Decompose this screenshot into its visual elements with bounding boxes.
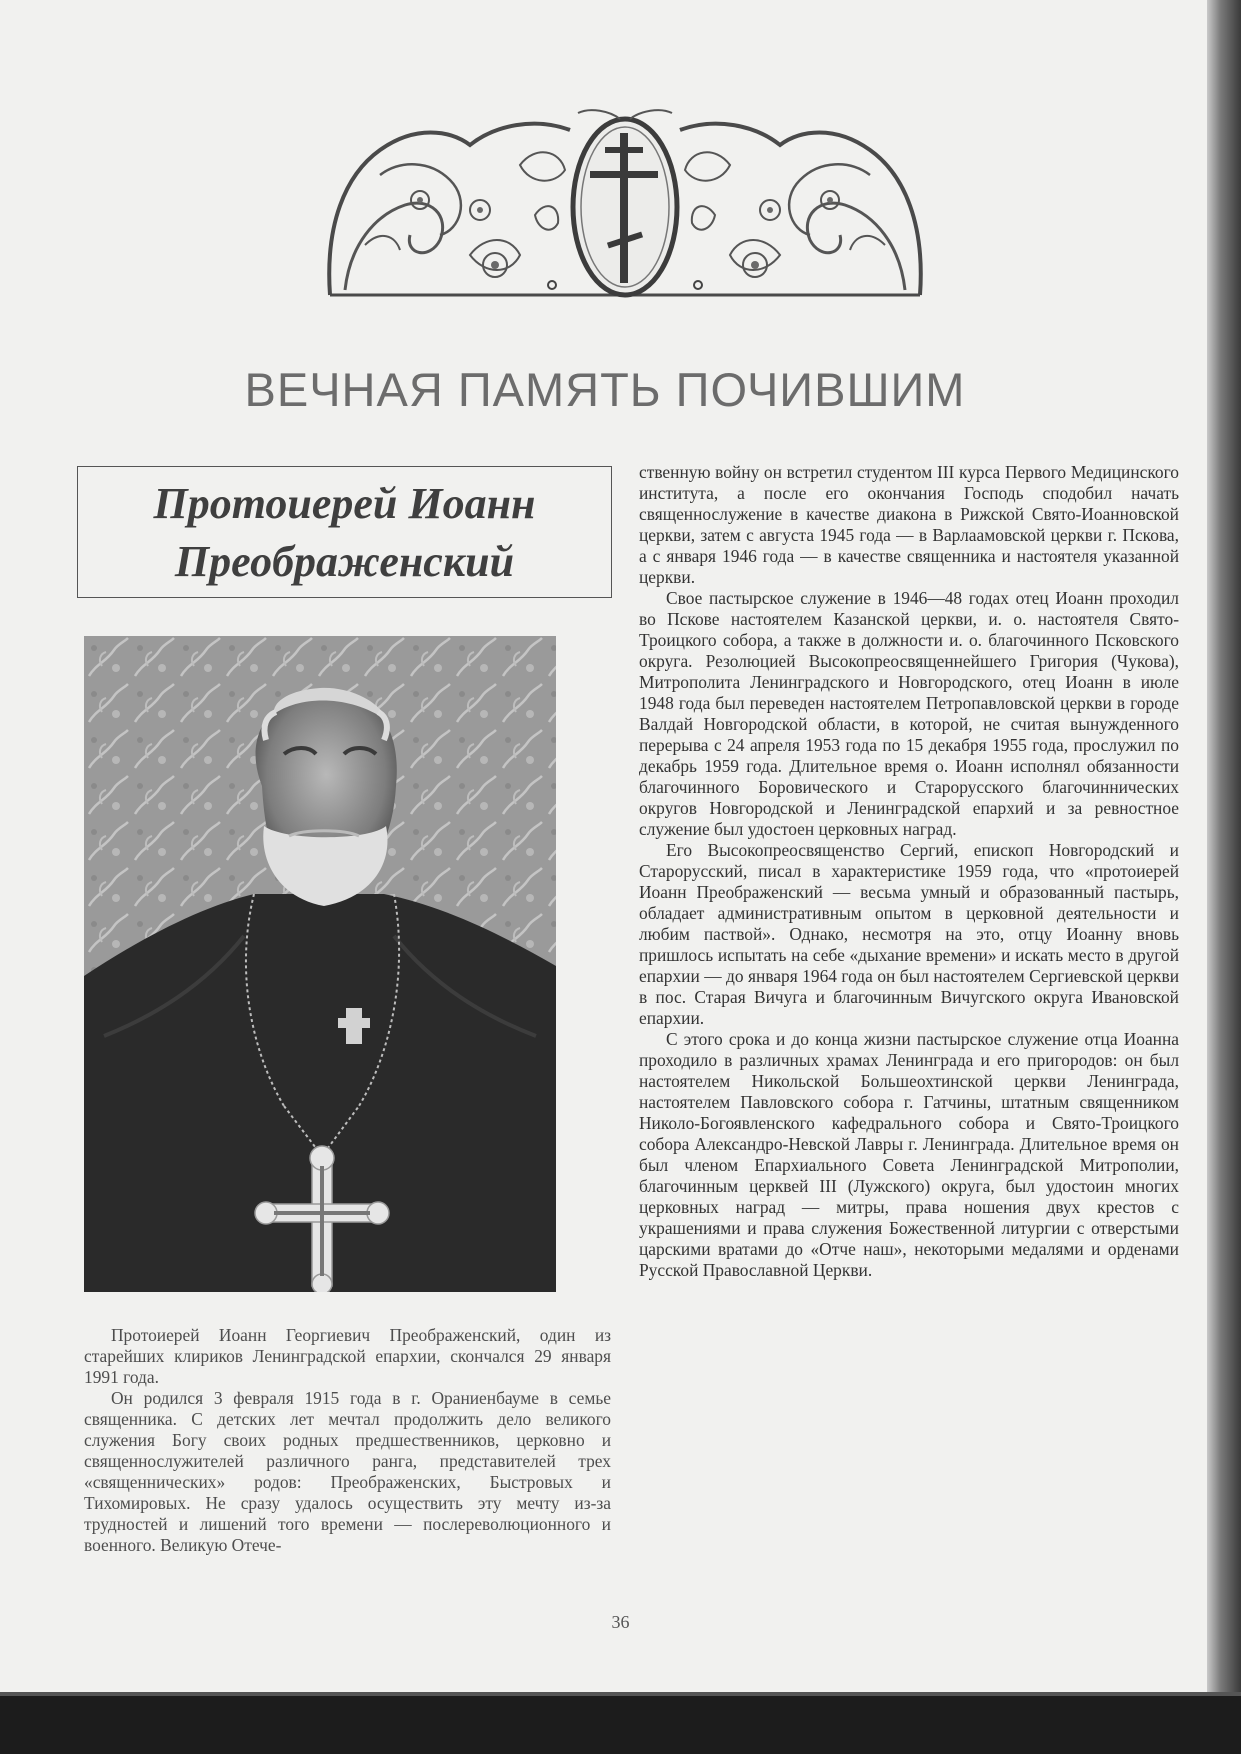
article-title-line2: Преображенский: [174, 537, 515, 586]
article-left-column: [84, 1325, 611, 1556]
article-right-column: [639, 462, 1179, 1281]
priest-portrait-icon: [84, 636, 556, 1292]
page-edge-shadow: [1207, 0, 1241, 1754]
article-paragraph: ственную войну он встретил студентом III курса Первого Медицинского института, а после его окончания Господь сподобил начать священнослужение в качестве диакона в Рижской Свято-Иоанновской церкви, затем с августа 1945 года — в Варлаамовской церкви г. Пскова, а с января 1946 года — в качестве священника и настоятеля указанной церкви.: [639, 462, 1179, 587]
article-title-box: [77, 466, 612, 598]
article-paragraph: Свое пастырское служение в 1946—48 годах отец Иоанн проходил во Пскове настоятелем Казанской церкви, и. о. настоятеля Свято-Троицкого собора, а также в должности и. о. благочинного Псковского округа. Резолюцией Высокопреосвященнейшего Григория (Чукова), Митрополита Ленинградского и Новгородского, отец Иоанн в июле 1948 года был переведен настоятелем Петропавловской церкви в городе Валдай Новгородской области, в которой, не считая вынужденного перерыва с 24 апреля 1953 года по 15 декабря 1955 года, прослужил по декабрь 1959 года. Длительное время о. Иоанн исполнял обязанности благочинного Боровического и Старорусского благочиннических округов Новгородской и Ленинградской епархий и за ревностное служение был удостоен церковных наград.: [639, 588, 1179, 839]
orthodox-cross-ornament-icon: [320, 105, 930, 310]
article-paragraph: Протоиерей Иоанн Георгиевич Преображенский, один из старейших клириков Ленинградской епархии, скончался 29 января 1991 года.: [84, 1325, 611, 1387]
page-number: 36: [611, 1612, 630, 1632]
scan-bottom-edge: [0, 1696, 1241, 1754]
article-paragraph: С этого срока и до конца жизни пастырское служение отца Иоанна проходило в различных храмах Ленинграда и его пригородов: он был настоятелем Никольской Большеохтинской церкви Ленинграда, настоятелем Павловского собора г. Гатчины, штатным священником Николо-Богоявленского кафедрального собора и Свято-Троицкого собора Александро-Невской Лавры г. Ленинграда. Длительное время он был членом Епархиального Совета Ленинградской Митрополии, благочинным церквей III (Лужского) округа, был удостоин многих церковных наград — митры, права ношения двух крестов с украшениями и права служения Божественной литургии с отверстыми царскими вратами до «Отче наш», некоторыми медалями и орденами Русской Православной Церкви.: [639, 1029, 1179, 1280]
article-paragraph: Он родился 3 февраля 1915 года в г. Ораниенбауме в семье священника. С детских лет мечтал продолжить дело великого служения Богу своих родных предшественников, церковно и священнослужителей различного ранга, представителей трех «священнических» родов: Преображенских, Быстровых и Тихомировых. Не сразу удалось осуществить эту мечту из-за трудностей и лишений того времени — послереволюционного и военного. Великую Отече-: [84, 1388, 611, 1555]
article-title-line1: Протоиерей Иоанн: [153, 479, 536, 528]
section-title: ВЕЧНАЯ ПАМЯТЬ ПОЧИВШИМ: [244, 363, 966, 416]
article-paragraph: Его Высокопреосвященство Сергий, епископ Новгородский и Старорусский, писал в характеристике 1959 года, что «протоиерей Иоанн Преображенский — весьма умный и образованный пастырь, обладает административным опытом в церковной деятельности и любим паствой». Однако, несмотря на это, отцу Иоанну вновь пришлось испытать на себе «дыхание времени» и искать место в другой епархии — до января 1964 года он был настоятелем Сергиевской церкви в пос. Старая Вичуга и благочинным Вичугского округа Ивановской епархии.: [639, 840, 1179, 1028]
